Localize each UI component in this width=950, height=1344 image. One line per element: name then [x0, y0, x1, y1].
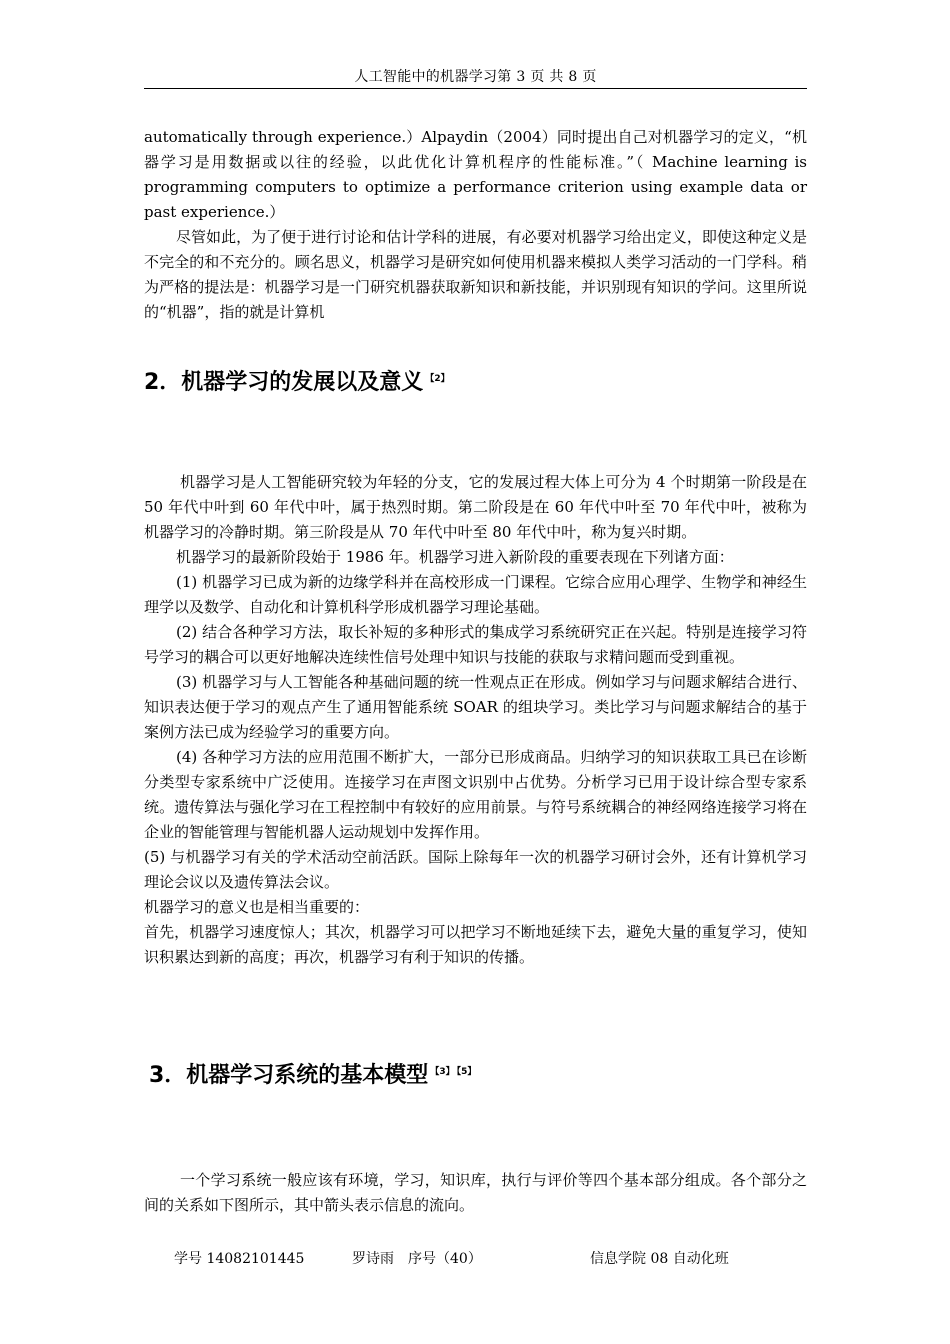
- section2-title: 2．机器学习的发展以及意义: [144, 370, 424, 395]
- paragraph: 尽管如此，为了便于进行讨论和估计学科的进展，有必要对机器学习给出定义，即使这种定义是不完全的和不充分的。顾名思义，机器学习是研究如何使用机器来模拟人类学习活动的一门学科。稍为严格的提法是：机器学习是一门研究机器获取新知识和新技能，并识别现有知识的学问。这里所说的“机器”，指的就是计算机: [144, 228, 807, 321]
- section1-body: [144, 125, 807, 325]
- list-item: (1) 机器学习已成为新的边缘学科并在高校形成一门课程。它综合应用心理学、生物学和神经生理学以及数学、自动化和计算机科学形成机器学习理论基础。: [144, 573, 807, 616]
- citation-ref: 【2】: [425, 373, 450, 384]
- section2-heading: [144, 365, 450, 396]
- paragraph: automatically through experience.）Alpaydin（2004）同时提出自己对机器学习的定义，“机器学习是用数据或以往的经验，以此优化计算机程序的性能标准。”（ Machine learning is programming computers to optimize a performance criterion using example data or past experience.）: [144, 128, 807, 221]
- list-item: (2) 结合各种学习方法，取长补短的多种形式的集成学习系统研究正在兴起。特别是连接学习符号学习的耦合可以更好地解决连续性信号处理中知识与技能的获取与求精问题而受到重视。: [144, 623, 807, 666]
- header-rule: [144, 88, 807, 89]
- list-item: (3) 机器学习与人工智能各种基础问题的统一性观点正在形成。例如学习与问题求解结合进行、知识表达便于学习的观点产生了通用智能系统 SOAR 的组块学习。类比学习与问题求解结合的基于案例方法已成为经验学习的重要方向。: [144, 673, 807, 741]
- citation-ref: 【3】: [430, 1066, 455, 1077]
- list-item: (4) 各种学习方法的应用范围不断扩大，一部分已形成商品。归纳学习的知识获取工具已在诊断分类型专家系统中广泛使用。连接学习在声图文识别中占优势。分析学习已用于设计综合型专家系统。遗传算法与强化学习在工程控制中有较好的应用前景。与符号系统耦合的神经网络连接学习将在企业的智能管理与智能机器人运动规划中发挥作用。: [144, 748, 807, 841]
- footer-student-id: 学号 14082101445: [174, 1251, 305, 1267]
- paragraph: 机器学习的最新阶段始于 1986 年。机器学习进入新阶段的重要表现在下列诸方面：: [176, 548, 734, 566]
- footer-class: 信息学院 08 自动化班: [590, 1251, 729, 1267]
- paragraph: 机器学习是人工智能研究较为年轻的分支，它的发展过程大体上可分为 4 个时期第一阶段是在 50 年代中叶到 60 年代中叶，属于热烈时期。第二阶段是在 60 年代中叶至 70 年代中叶，被称为机器学习的冷静时期。第三阶段是从 70 年代中叶至 80 年代中叶，称为复兴时期。: [144, 473, 807, 541]
- section3-title: 3．机器学习系统的基本模型: [149, 1063, 429, 1088]
- paragraph: 机器学习的意义也是相当重要的：: [144, 898, 370, 916]
- section3-body: [144, 1168, 807, 1218]
- section2-body: [144, 470, 807, 970]
- list-item: (5) 与机器学习有关的学术活动空前活跃。国际上除每年一次的机器学习研讨会外，还有计算机学习理论会议以及遗传算法会议。: [144, 848, 807, 891]
- paragraph: 首先，机器学习速度惊人；其次，机器学习可以把学习不断地延续下去，避免大量的重复学习，使知识积累达到新的高度；再次，机器学习有利于知识的传播。: [144, 923, 807, 966]
- section3-heading: [149, 1058, 476, 1089]
- footer-name-seq: 罗诗雨 序号（40）: [352, 1251, 482, 1267]
- paragraph: 一个学习系统一般应该有环境，学习，知识库，执行与评价等四个基本部分组成。各个部分之间的关系如下图所示，其中箭头表示信息的流向。: [144, 1171, 807, 1214]
- citation-ref: 【5】: [456, 1066, 477, 1077]
- page-header: 人工智能中的机器学习第 3 页 共 8 页: [354, 69, 597, 85]
